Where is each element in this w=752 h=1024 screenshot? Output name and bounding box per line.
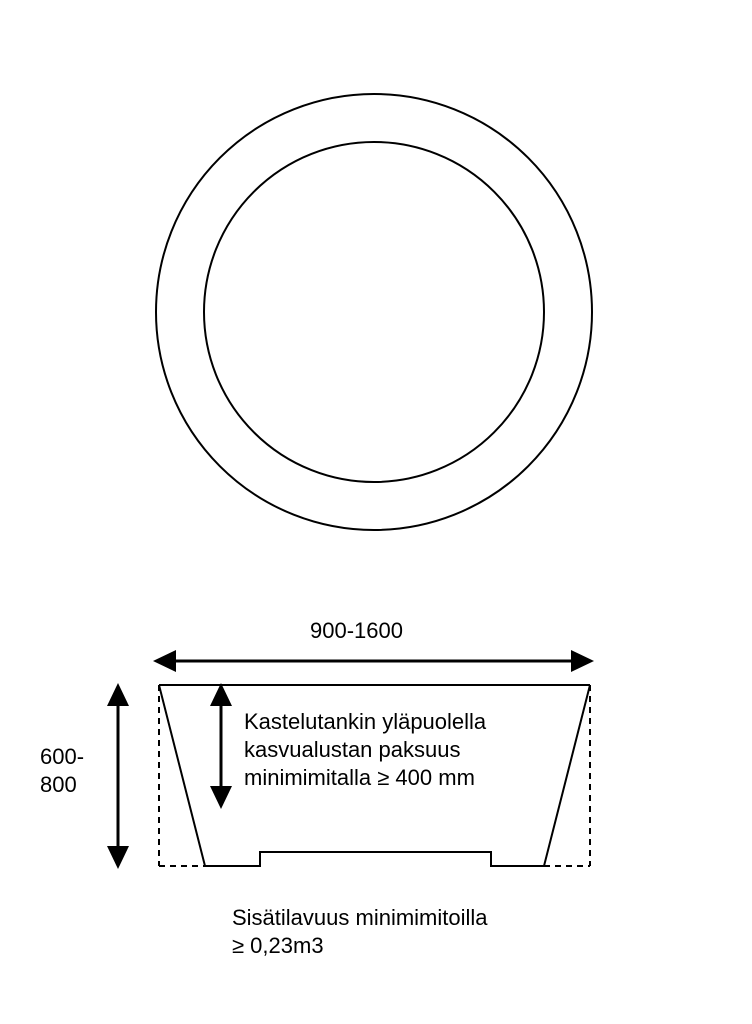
soil-note-line: kasvualustan paksuus	[244, 737, 461, 762]
volume-note	[232, 904, 488, 960]
volume-note-line: ≥ 0,23m3	[232, 933, 324, 958]
height-arrowhead-bottom	[107, 846, 129, 869]
width-dimension-arrow	[153, 650, 594, 672]
inner-rim-circle	[204, 142, 544, 482]
soil-depth-arrow	[210, 683, 232, 809]
height-label-line: 600-	[40, 744, 85, 769]
height-label-line: 800	[40, 772, 77, 797]
soil-arrowhead-bottom	[210, 786, 232, 809]
height-dimension-label	[40, 743, 84, 799]
volume-note-line: Sisätilavuus minimimitoilla	[232, 905, 488, 930]
top-view	[156, 94, 592, 530]
outer-rim-circle	[156, 94, 592, 530]
soil-arrowhead-top	[210, 683, 232, 706]
height-dimension-arrow	[107, 683, 129, 869]
width-dimension-label: 900-1600	[310, 618, 403, 643]
soil-note-line: Kastelutankin yläpuolella	[244, 709, 487, 734]
soil-note-line: minimimitalla ≥ 400 mm	[244, 765, 475, 790]
height-arrowhead-top	[107, 683, 129, 706]
width-arrowhead-left	[153, 650, 176, 672]
width-arrowhead-right	[571, 650, 594, 672]
soil-thickness-note	[244, 708, 486, 792]
